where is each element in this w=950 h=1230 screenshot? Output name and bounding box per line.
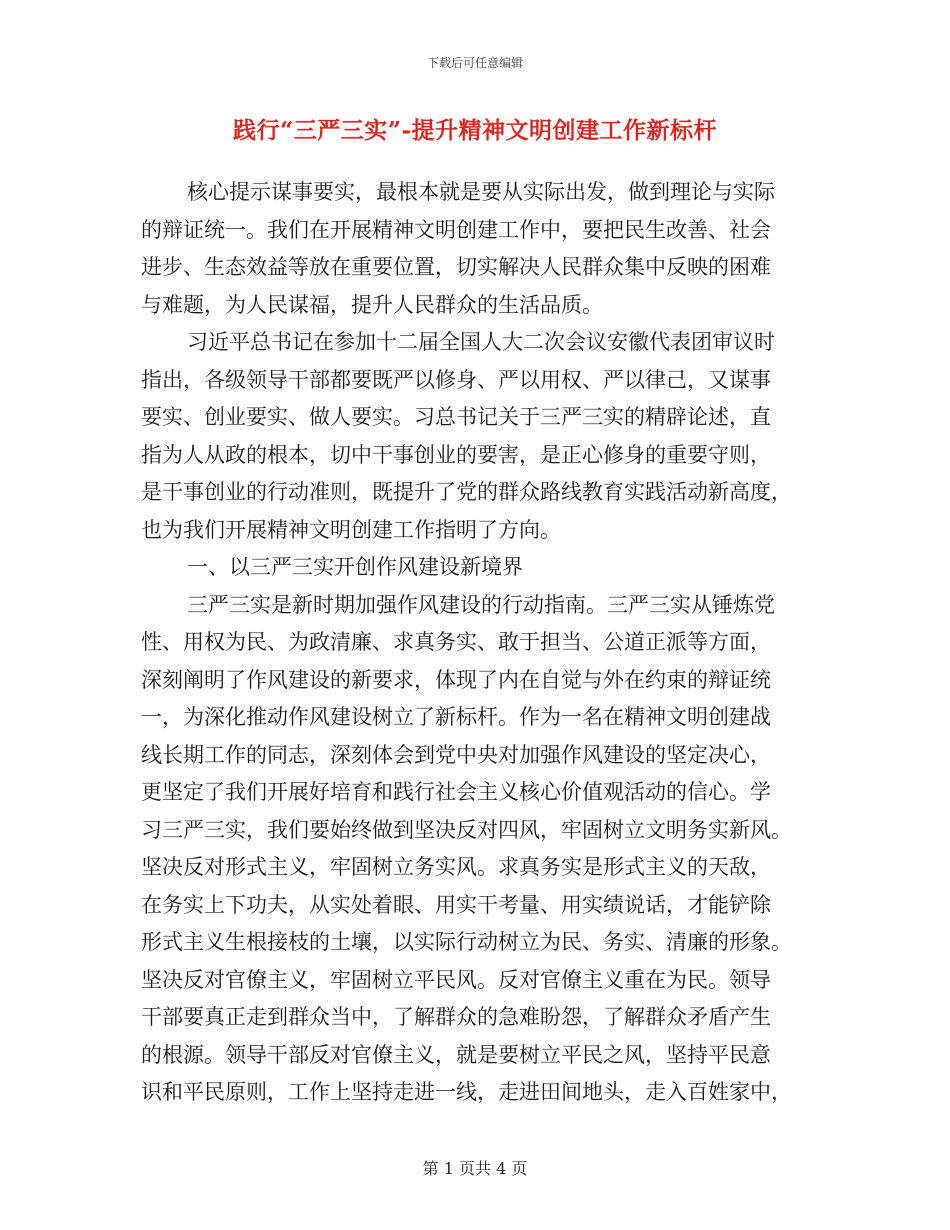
page-number: 第 1 页共 4 页 [422, 1159, 528, 1178]
text-line: 线长期工作的同志，深刻体会到党中央对加强作风建设的坚定决心， [141, 742, 771, 767]
text-line: 识和平民原则，工作上坚持走进一线，走进田间地头，走入百姓家中， [141, 1080, 792, 1104]
text-line: 形式主义生根接枝的土壤，以实际行动树立为民、务实、清廉的形象。 [141, 930, 792, 954]
text-line: 习三严三实，我们要始终做到坚决反对四风，牢固树立文明务实新风。 [141, 817, 792, 842]
text-line: 深刻阐明了作风建设的新要求，体现了内在自觉与外在约束的辩证统 [141, 667, 771, 692]
text-line: 三严三实是新时期加强作风建设的行动指南。三严三实从锤炼党 [187, 592, 775, 617]
section-heading: 一、以三严三实开创作风建设新境界 [187, 555, 523, 579]
text-line: 与难题，为人民谋福，提升人民群众的生活品质。 [141, 292, 603, 317]
text-line: 的根源。领导干部反对官僚主义，就是要树立平民之风，坚持平民意 [141, 1042, 771, 1067]
header-note: 下载后可任意编辑 [426, 56, 523, 70]
text-line: 核心提示谋事要实，最根本就是要从实际出发，做到理论与实际 [187, 180, 775, 204]
document-title: 践行“三严三实”-提升精神文明创建工作新标杆 [232, 117, 717, 144]
text-line: 更坚定了我们开展好培育和践行社会主义核心价值观活动的信心。学 [141, 780, 771, 804]
text-line: 也为我们开展精神文明创建工作指明了方向。 [141, 517, 561, 542]
text-line: 性、用权为民、为政清廉、求真务实、敢于担当、公道正派等方面， [141, 630, 771, 654]
text-line: 的辩证统一。我们在开展精神文明创建工作中，要把民生改善、社会 [141, 217, 771, 242]
text-line: 坚决反对官僚主义，牢固树立平民风。反对官僚主义重在为民。领导 [141, 967, 771, 992]
text-line: 坚决反对形式主义，牢固树立务实风。求真务实是形式主义的天敌， [141, 855, 771, 879]
text-line: 习近平总书记在参加十二届全国人大二次会议安徽代表团审议时 [187, 330, 775, 354]
text-line: 进步、生态效益等放在重要位置，切实解决人民群众集中反映的困难 [141, 255, 771, 279]
text-line: 指为人从政的根本，切中干事创业的要害，是正心修身的重要守则， [141, 442, 771, 467]
text-line: 是干事创业的行动准则，既提升了党的群众路线教育实践活动新高度， [141, 480, 792, 504]
text-line: 要实、创业要实、做人要实。习总书记关于三严三实的精辟论述，直 [141, 405, 771, 429]
text-line: 干部要真正走到群众当中，了解群众的急难盼怨，了解群众矛盾产生 [141, 1005, 771, 1029]
text-line: 在务实上下功夫，从实处着眼、用实干考量、用实绩说话，才能铲除 [141, 892, 771, 917]
text-line: 一，为深化推动作风建设树立了新标杆。作为一名在精神文明创建战 [141, 705, 771, 729]
text-line: 指出，各级领导干部都要既严以修身、严以用权、严以律己，又谋事 [141, 367, 771, 392]
document-body [141, 174, 809, 1112]
